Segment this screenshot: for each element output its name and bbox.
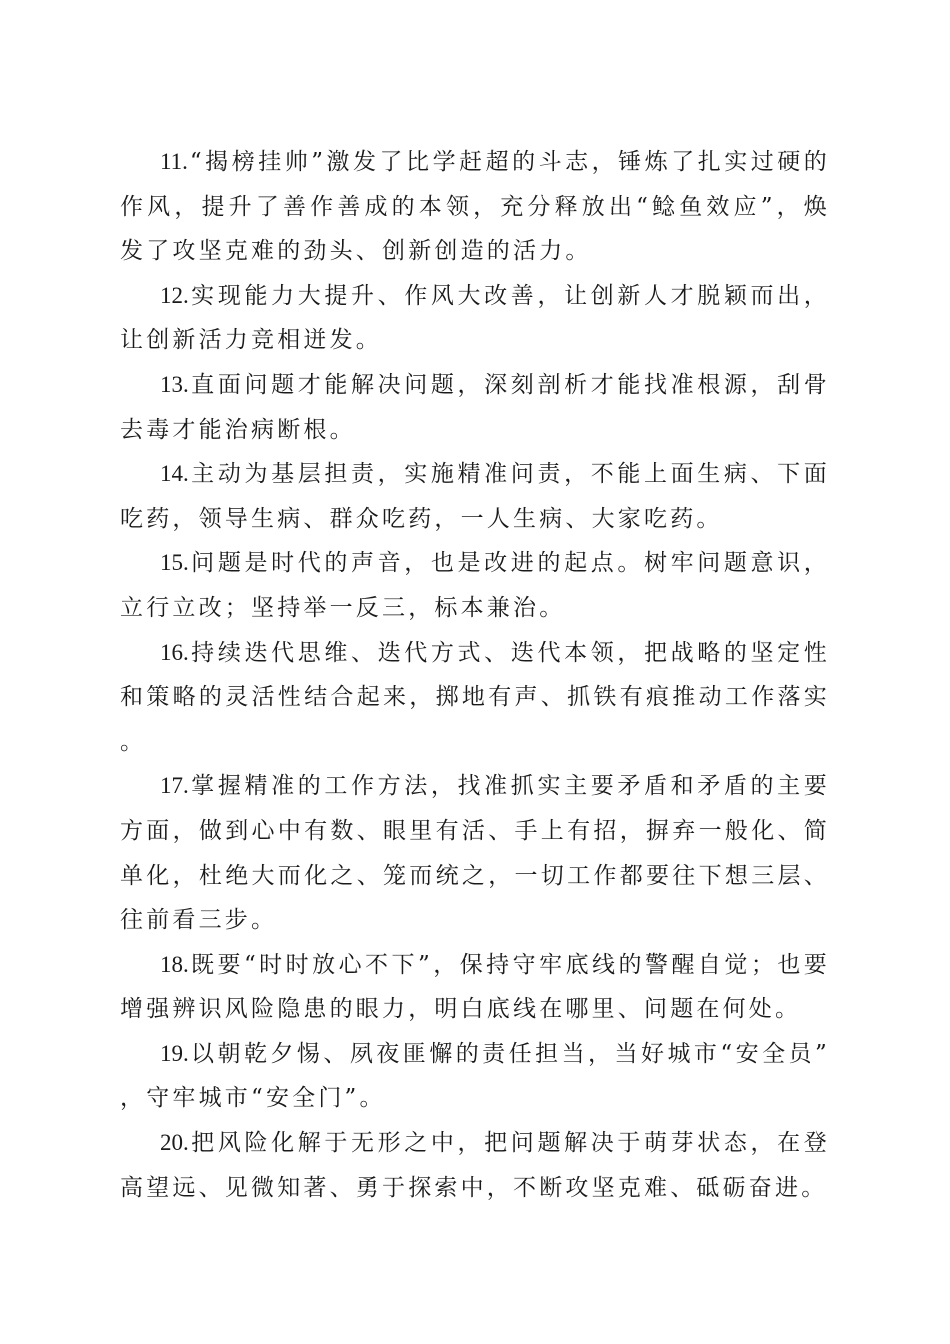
paragraph-number: 14. (160, 461, 189, 487)
paragraph-text: 掌握精准的工作方法，找准抓实主要矛盾和矛盾的主要方面，做到心中有数、眼里有活、手上有招，摒弃一般化、简单化，杜绝大而化之、笼而统之，一切工作都要往下想三层、往前看三步。 (120, 773, 830, 934)
paragraph-text: “揭榜挂帅”激发了比学赶超的斗志，锤炼了扎实过硬的作风，提升了善作善成的本领，充分释放出“鲶鱼效应”，焕发了攻坚克难的劲头、创新创造的活力。 (120, 149, 830, 265)
paragraph-number: 12. (160, 282, 189, 308)
paragraph-17 (120, 764, 830, 942)
paragraph-11 (120, 140, 830, 274)
paragraph-number: 16. (160, 639, 189, 665)
paragraph-18 (120, 943, 830, 1032)
paragraph-12 (120, 274, 830, 363)
paragraph-text: 持续迭代思维、迭代方式、迭代本领，把战略的坚定性和策略的灵活性结合起来，掷地有声、抓铁有痕推动工作落实。 (120, 639, 830, 755)
paragraph-16 (120, 631, 830, 765)
paragraph-text: 主动为基层担责，实施精准问责，不能上面生病、下面吃药，领导生病、群众吃药，一人生病、大家吃药。 (120, 461, 830, 532)
paragraph-text: 问题是时代的声音，也是改进的起点。树牢问题意识，立行立改；坚持举一反三，标本兼治。 (120, 550, 830, 621)
paragraph-number: 17. (160, 773, 189, 799)
paragraph-number: 13. (160, 371, 189, 397)
paragraph-13 (120, 363, 830, 452)
paragraph-text: 以朝乾夕惕、夙夜匪懈的责任担当，当好城市“安全员”，守牢城市“安全门”。 (120, 1040, 830, 1112)
document-body (120, 140, 830, 1210)
paragraph-text: 直面问题才能解决问题，深刻剖析才能找准根源，刮骨去毒才能治病断根。 (120, 371, 830, 443)
paragraph-14 (120, 452, 830, 541)
paragraph-15 (120, 541, 830, 630)
paragraph-number: 18. (160, 951, 189, 977)
paragraph-number: 15. (160, 550, 189, 576)
paragraph-20 (120, 1121, 830, 1210)
paragraph-text: 实现能力大提升、作风大改善，让创新人才脱颖而出，让创新活力竞相迸发。 (120, 282, 830, 354)
paragraph-text: 既要“时时放心不下”，保持守牢底线的警醒自觉；也要增强辨识风险隐患的眼力，明白底线在哪里、问题在何处。 (120, 951, 830, 1023)
paragraph-number: 11. (160, 149, 188, 174)
paragraph-number: 19. (160, 1040, 189, 1066)
paragraph-text: 把风险化解于无形之中，把问题解决于萌芽状态，在登高望远、见微知著、勇于探索中，不断攻坚克难、砥砺奋进。 (120, 1130, 830, 1201)
paragraph-19 (120, 1032, 830, 1121)
paragraph-number: 20. (160, 1130, 189, 1156)
